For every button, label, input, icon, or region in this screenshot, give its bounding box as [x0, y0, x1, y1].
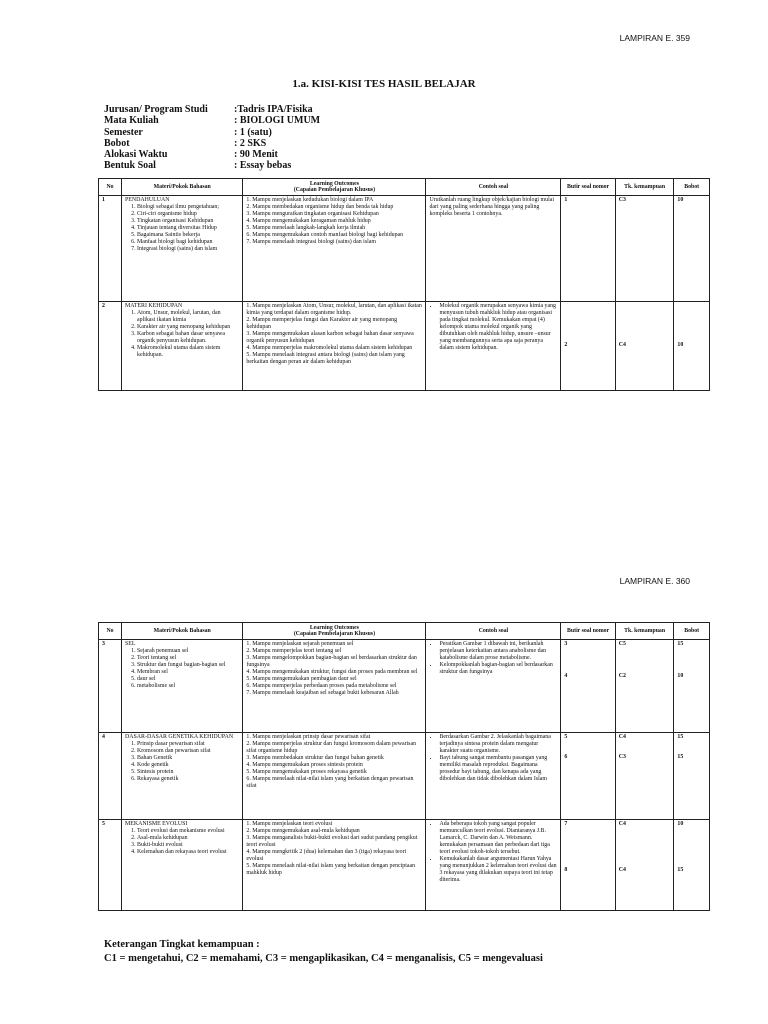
- question-item: • Kemukakanlah dasar argumentasi Harun Yahya yang menunjukkan 2 kelemahan teori evolusi dan 3 rekayasa yang dilakukan supaya teori ini tetap diterima.: [439, 856, 557, 884]
- subtopic-item: 3. Bukti-bukti evolusi: [137, 842, 239, 849]
- header-contoh-soal: Contoh soal: [426, 179, 561, 196]
- info-key: Semester: [104, 126, 143, 138]
- table-row: [99, 640, 710, 733]
- subtopic-item: 5. Bagaimana Saintis bekerja: [137, 232, 239, 239]
- bobot-cell: [674, 302, 710, 391]
- table-row: [99, 302, 710, 391]
- materi-cell: [122, 733, 243, 820]
- learning-outcome-item: 1. Mampu menjelaskan kedudukan biologi dalam IPA: [246, 197, 374, 203]
- materi-cell: [122, 302, 243, 391]
- learning-outcomes-cell: [243, 302, 426, 391]
- learning-outcome-item: 6. Mampu memperjelas perbedaan proses pada metabolisme sel: [246, 683, 397, 689]
- row-number: 2: [99, 302, 122, 391]
- subtopic-item: 6. Rekayasa genetik: [137, 776, 239, 783]
- subtopic-list: [125, 310, 239, 359]
- item-number: 5: [564, 734, 568, 740]
- question-list: [429, 303, 557, 352]
- learning-outcomes-cell: [243, 640, 426, 733]
- row-number: 4: [99, 733, 122, 820]
- topic-title: MATERI KEHIDUPAN: [125, 303, 183, 309]
- tk-cell: [615, 820, 674, 911]
- question-list: [429, 821, 557, 884]
- materi-cell: [122, 640, 243, 733]
- table-row: [99, 196, 710, 302]
- info-key: Alokasi Waktu: [104, 149, 168, 161]
- subtopic-item: 6. Manfaat biologi bagi kehidupan: [137, 239, 239, 246]
- topic-title: PENDAHULUAN: [125, 197, 170, 203]
- subtopic-item: 2. Asal-mula kehidupan: [137, 835, 239, 842]
- info-value: : BIOLOGI UMUM: [234, 115, 321, 127]
- header-materi: Materi/Pokok Bahasan: [122, 179, 243, 196]
- tk-cell: [615, 640, 674, 733]
- subtopic-item: 3. Struktur dan fungsi bagian-bagian sel: [137, 662, 239, 669]
- subtopic-item: 2. Teori tentang sel: [137, 655, 239, 662]
- ability-level: C3: [618, 197, 626, 203]
- butir-cell: [561, 820, 615, 911]
- row-number: 1: [99, 196, 122, 302]
- contoh-soal-cell: [426, 820, 561, 911]
- info-row: [104, 127, 320, 138]
- info-row: [104, 104, 320, 115]
- contoh-soal-cell: [426, 640, 561, 733]
- learning-outcome-item: 2. Mampu mengemukakan asal-mula kehidupan: [246, 828, 360, 834]
- header-learning-outcomes: Learning Outcomes (Capaian Pembelajaran Khusus): [243, 179, 426, 196]
- learning-outcomes-cell: [243, 820, 426, 911]
- learning-outcome-item: 6. Mampu mengemukakan contoh manfaat biologi bagi kehidupan: [246, 232, 404, 238]
- learning-outcome-item: 1. Mampu menjelaskan teori evolusi: [246, 821, 333, 827]
- question-item: Urutkanlah ruang lingkup objek/kajian biologi mulai dari yang paling sederhana hingga yang paling kompleks beserta 1 contohnya.: [429, 197, 554, 217]
- info-key: Bentuk Soal: [104, 160, 156, 172]
- learning-outcome-item: 3. Mampu menganalisis bukti-bukti evolusi dari sudut pandang pengikut teori evolusi: [246, 835, 418, 848]
- topic-title: DASAR-DASAR GENETIKA KEHIDUPAN: [125, 734, 234, 740]
- row-number: 5: [99, 820, 122, 911]
- table-header-row: [99, 179, 710, 196]
- info-row: [104, 160, 320, 171]
- item-number: 6: [564, 754, 568, 760]
- butir-cell: [561, 302, 615, 391]
- course-info: [104, 104, 320, 172]
- subtopic-list: [125, 828, 239, 856]
- subtopic-item: 3. Bahan Genetik: [137, 755, 239, 762]
- contoh-soal-cell: [426, 302, 561, 391]
- learning-outcome-item: 5. Mampu mengemukakan proses rekayasa genetik: [246, 769, 367, 775]
- learning-outcome-item: 2. Mampu memperjelas struktur dan fungsi kromosom dalam pewarisan sifat organisme hidup: [246, 741, 417, 754]
- info-value: :Tadris IPA/Fisika: [234, 104, 313, 115]
- subtopic-item: 1. Biologi sebagai ilmu pengetahuan;: [137, 204, 239, 211]
- subtopic-item: 7. Integrasi biologi (sains) dan islam: [137, 246, 239, 253]
- learning-outcome-item: 2. Mampu memperjelas fungsi dan Karakter air yang menopang kehidupan: [246, 317, 398, 330]
- learning-outcomes-cell: [243, 196, 426, 302]
- learning-outcome-item: 1. Mampu menjelaskan Atom, Unsur, molekul, larutan, dan aplikasi ikatan kimia yang terdapat dalam organisme hidup.: [246, 303, 422, 316]
- table-row: [99, 733, 710, 820]
- learning-outcome-item: 4. Mampu mengemukakan proses sintesis protein: [246, 762, 363, 768]
- learning-outcome-item: 4. Mampu memperjelas makromolekul utama dalam sistem kehidupan: [246, 345, 413, 351]
- butir-cell: [561, 733, 615, 820]
- question-item: • Bayi tabung sangat membantu pasangan yang memiliki masalah reproduksi. Bagaimana prosedur bayi tabung, dan kenapa ada yang dibolehkan dan tidak dibolehkan dalam Islam: [439, 755, 557, 783]
- header-tk: Tk. kemampuan: [615, 623, 674, 640]
- item-number: 8: [564, 867, 568, 873]
- learning-outcome-item: 6. Mampu menelaah nilai-nilai islam yang berkaitan dengan pewarisan sifat: [246, 776, 414, 789]
- bobot-cell: [674, 820, 710, 911]
- subtopic-item: 1. Prinsip dasar pewarisan sifat: [137, 741, 239, 748]
- tk-cell: [615, 196, 674, 302]
- header-tk: Tk. kemampuan: [615, 179, 674, 196]
- learning-outcome-item: 4. Mampu mengemukakan keragaman mahluk hidup: [246, 218, 371, 224]
- subtopic-list: [125, 648, 239, 690]
- question-item: • Berdasarkan Gambar 2. Jelaskanlah bagaimana terjadinya sintesa protein dalam mengatur karakter suatu organisme.: [439, 734, 557, 755]
- subtopic-item: 4. Kelemahan dan rekayasa teori evolusi: [137, 849, 239, 856]
- info-value: : 2 SKS: [234, 137, 267, 149]
- info-key: Bobot: [104, 137, 130, 149]
- header-bobot: Bobot: [674, 179, 710, 196]
- learning-outcomes-cell: [243, 733, 426, 820]
- materi-cell: [122, 196, 243, 302]
- subtopic-item: 5. daur sel: [137, 676, 239, 683]
- weight-value: 15: [677, 754, 684, 760]
- grid-table-page-2: [98, 622, 710, 911]
- info-row: [104, 138, 320, 149]
- subtopic-item: 3. Karbon sebagai bahan dasar senyawa organik penyusun kehidupan.: [137, 331, 239, 345]
- info-key: Jurusan/ Program Studi: [104, 104, 208, 115]
- question-list: [429, 734, 557, 783]
- info-row: [104, 115, 320, 126]
- ability-level: C5: [618, 641, 626, 647]
- item-number: 7: [564, 821, 568, 827]
- subtopic-item: 4. Kode genetik: [137, 762, 239, 769]
- question-item: • Molekul organik merupakan senyawa kimia yang menyusun tubuh mahkluk hidup atau organisasi pada tingkat molekul. Kemukakan empat (4) kelompok utama molekul organik yang dibutuhkan oleh makhluk hidup, unsure –unsur yang membangunnya serta apa saja peranya dalam sistem kehidupan.: [439, 303, 557, 352]
- legend-text: C1 = mengetahui, C2 = memahami, C3 = mengaplikasikan, C4 = menganalisis, C5 = mengevaluasi: [104, 953, 543, 964]
- header-butir: Butir soal nomor: [561, 179, 615, 196]
- header-bobot: Bobot: [674, 623, 710, 640]
- weight-value: 15: [677, 641, 684, 647]
- learning-outcome-item: 3. Mampu mengelompokkan bagian-bagian sel berdasarkan struktur dan fungsinya: [246, 655, 417, 668]
- info-key: Mata Kuliah: [104, 115, 159, 127]
- page-number-label: LAMPIRAN E. 359: [619, 33, 690, 43]
- ability-level: C4: [618, 821, 626, 827]
- item-number: 3: [564, 641, 568, 647]
- learning-outcome-item: 2. Mampu memperjelas teori tentang sel: [246, 648, 342, 654]
- subtopic-item: 1. Atom, Unsur, molekul, larutan, dan aplikasi ikatan kimia: [137, 310, 239, 324]
- table-header-row: [99, 623, 710, 640]
- header-no: No: [99, 179, 122, 196]
- question-item: • Ada beberapa tokoh yang sangat populer memunculkan teori evolusi. Diantaranya J.B. Lamarck, C. Darwin dan A. Weismann. kemukakan persamaan dan perbedaan dari tiga teori evolusi tokoh-tokoh tersebut.: [439, 821, 557, 856]
- subtopic-item: 3. Tingkatan organisasi Kehidupan: [137, 218, 239, 225]
- header-materi: Materi/Pokok Bahasan: [122, 623, 243, 640]
- info-row: [104, 149, 320, 160]
- header-contoh-soal: Contoh soal: [426, 623, 561, 640]
- learning-outcome-item: 7. Mampu menelaah integrasi biologi (sains) dan islam: [246, 239, 376, 245]
- question-list: [429, 641, 557, 676]
- question-item: • Peratikan Gambar 1 dibawah ini, berikanlah penjelasan keterkaitan antara anabolisme dan katabolisme dalam prose metabolisme.: [439, 641, 557, 662]
- row-number: 3: [99, 640, 122, 733]
- learning-outcome-item: 4. Mampu mengemukakan struktur, fungsi dan proses pada membran sel: [246, 669, 418, 675]
- learning-outcome-item: 3. Mampu menguraikan tingkatan organisasi Kehidupan: [246, 211, 379, 217]
- legend: [104, 938, 543, 966]
- ability-level: C4: [618, 734, 626, 740]
- subtopic-item: 2. Ciri-ciri organisme hidup: [137, 211, 239, 218]
- contoh-soal-cell: [426, 196, 561, 302]
- subtopic-item: 2. Kromosom dan pewarisan sifat: [137, 748, 239, 755]
- page-number-label: LAMPIRAN E. 360: [619, 576, 690, 586]
- item-number: 4: [564, 673, 568, 679]
- learning-outcome-item: 5. Mampu menelaah integrasi antara biologi (sains) dan islam yang berkaitan dengan peran air dalam kehidupan: [246, 352, 405, 365]
- subtopic-item: 1. Teori evolusi dan mekanisme evolusi: [137, 828, 239, 835]
- learning-outcome-item: 5. Mampu menelaah langkah-langkah kerja ilmiah: [246, 225, 366, 231]
- weight-value: 15: [677, 734, 684, 740]
- learning-outcome-item: 2. Mampu membedakan organisme hidup dan benda tak hidup: [246, 204, 394, 210]
- question-item: • Kelompokkanlah bagian-bagian sel berdasarkan struktur dan fungsinya: [439, 662, 557, 676]
- learning-outcome-item: 3. Mampu membedakan struktur dan fungsi bahan genetik: [246, 755, 384, 761]
- header-butir: Butir soal nomor: [561, 623, 615, 640]
- subtopic-list: [125, 741, 239, 783]
- topic-title: MEKANISME EVOLUSI: [125, 821, 188, 827]
- item-number: 1: [564, 197, 568, 203]
- weight-value: 10: [677, 342, 684, 348]
- ability-level: C3: [618, 754, 626, 760]
- learning-outcome-item: 5. Mampu mengemukakan pembagian daur sel: [246, 676, 357, 682]
- subtopic-list: [125, 204, 239, 253]
- subtopic-item: 6. metabolisme sel: [137, 683, 239, 690]
- table-row: [99, 820, 710, 911]
- topic-title: SEL: [125, 641, 136, 647]
- weight-value: 10: [677, 197, 684, 203]
- document-title: 1.a. KISI-KISI TES HASIL BELAJAR: [292, 78, 476, 90]
- weight-value: 15: [677, 867, 684, 873]
- weight-value: 10: [677, 821, 684, 827]
- subtopic-item: 5. Sintesis protein: [137, 769, 239, 776]
- learning-outcome-item: 5. Mampu menelaah nilai-nilai islam yang berkaitan dengan penciptaan mahkluk hidup: [246, 863, 416, 876]
- subtopic-item: 4. Tinjauan tentang diversitas Hidup: [137, 225, 239, 232]
- header-learning-outcomes: Learning Outcomes (Capaian Pembelajaran Khusus): [243, 623, 426, 640]
- bobot-cell: [674, 733, 710, 820]
- info-value: : 90 Menit: [234, 149, 278, 161]
- legend-title: Keterangan Tingkat kemampuan :: [104, 939, 260, 950]
- grid-table-page-1: [98, 178, 710, 391]
- bobot-cell: [674, 196, 710, 302]
- learning-outcome-item: 4. Mampu mengkritik 2 (dua) kelemahan dan 3 (tiga) rekayasa teori evolusi: [246, 849, 407, 862]
- tk-cell: [615, 733, 674, 820]
- butir-cell: [561, 640, 615, 733]
- header-no: No: [99, 623, 122, 640]
- info-value: : 1 (satu): [234, 126, 272, 138]
- materi-cell: [122, 820, 243, 911]
- butir-cell: [561, 196, 615, 302]
- tk-cell: [615, 302, 674, 391]
- item-number: 2: [564, 342, 568, 348]
- subtopic-item: 2. Karakter air yang menopang kehidupan: [137, 324, 239, 331]
- ability-level: C4: [618, 867, 626, 873]
- contoh-soal-cell: [426, 733, 561, 820]
- learning-outcome-item: 7. Mampu menelaah keajaiban sel sebagai bukti kebesaran Allah: [246, 690, 399, 696]
- ability-level: C2: [618, 673, 626, 679]
- subtopic-item: 1. Sejarah penemuan sel: [137, 648, 239, 655]
- subtopic-item: 4. Makromolekul utama dalam sistem kehidupan.: [137, 345, 239, 359]
- ability-level: C4: [618, 342, 626, 348]
- learning-outcome-item: 3. Mampu mengemukakan alasan karbon sebagai bahan dasar senyawa organik penyusun kehidupan: [246, 331, 414, 344]
- learning-outcome-item: 1. Mampu menjelaskan prinsip dasar pewarisan sifat: [246, 734, 371, 740]
- weight-value: 10: [677, 673, 684, 679]
- bobot-cell: [674, 640, 710, 733]
- info-value: : Essay bebas: [234, 160, 292, 172]
- subtopic-item: 4. Membran sel: [137, 669, 239, 676]
- learning-outcome-item: 1. Mampu menjelaskan sejarah penemuan sel: [246, 641, 354, 647]
